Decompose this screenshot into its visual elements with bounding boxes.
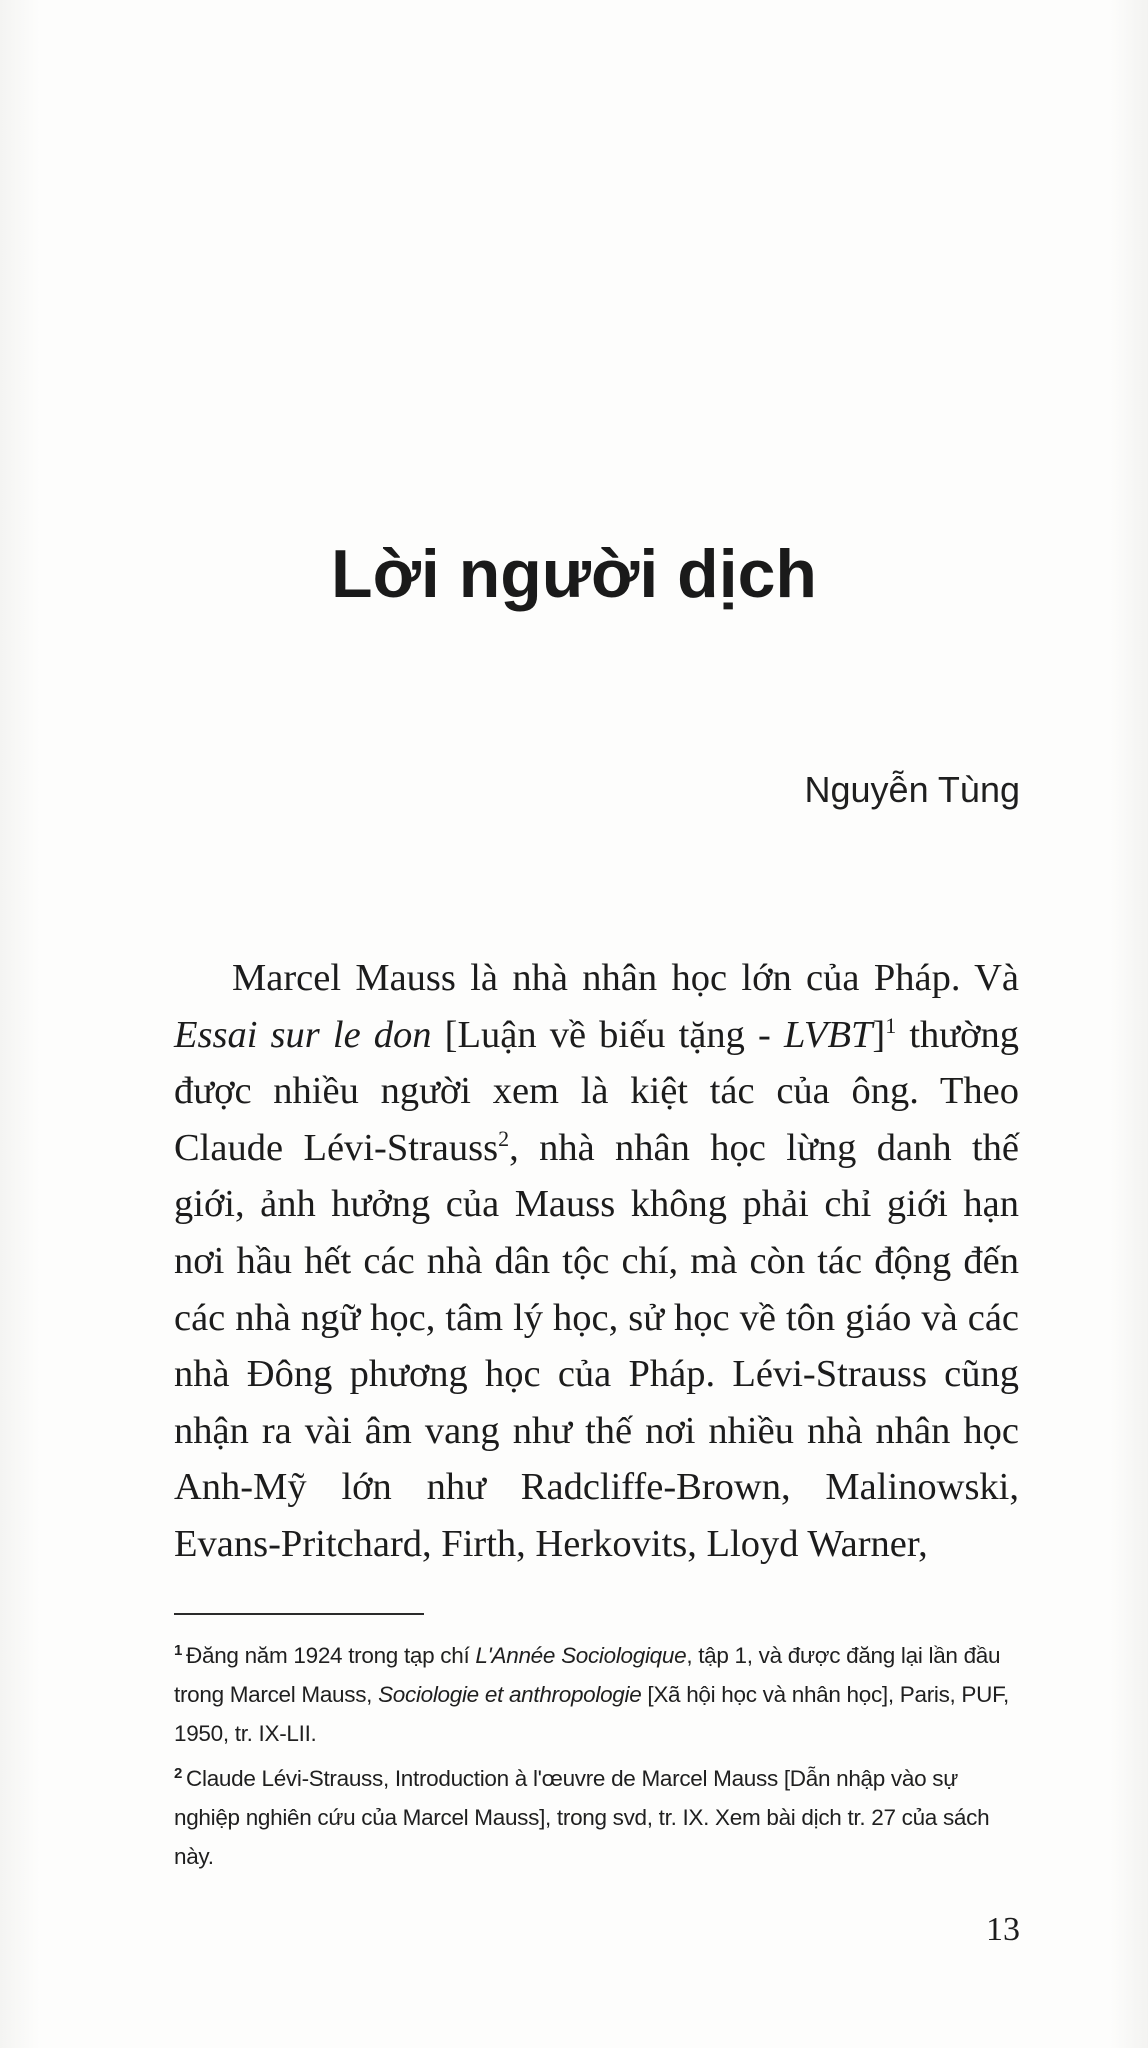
book-title: Sociologie et anthropologie <box>378 1682 642 1707</box>
footnote-ref-1[interactable]: 1 <box>885 1012 897 1038</box>
text-run: Claude Lévi-Strauss, Introduction à l'œuvre de Marcel Mauss [Dẫn nhập vào sự nghiệp nghiên cứu của Marcel Mauss], trong svd, tr. IX. Xem bài dịch tr. 27 của sách này. <box>174 1766 990 1869</box>
footnotes <box>174 1636 1019 1882</box>
book-title: Essai sur le don <box>174 1013 432 1056</box>
abbreviation: LVBT <box>783 1013 873 1056</box>
text-run: [Xã hội học và nhân học], Paris, PUF, 1950, tr. IX-LII. <box>174 1682 1009 1746</box>
text-run: ] <box>872 1013 886 1056</box>
text-run: thường được nhiều người xem là kiệt tác của ông. Theo Claude Lévi-Strauss <box>174 1013 1019 1169</box>
journal-title: L'Année Sociologique <box>475 1643 687 1668</box>
text-run: , tập 1, và được đăng lại lần đầu trong Marcel Mauss, <box>174 1643 1001 1707</box>
chapter-title: Lời người dịch <box>331 536 817 612</box>
footnote-number: 2 <box>174 1764 183 1782</box>
text-run: Marcel Mauss là nhà nhân học lớn của Pháp. Và <box>232 957 1019 999</box>
body-text <box>174 950 1019 1573</box>
footnote-2 <box>174 1759 1019 1876</box>
page-number: 13 <box>986 1911 1020 1948</box>
text-run: [Luận về biếu tặng - <box>431 1013 784 1056</box>
footnote-1 <box>174 1636 1019 1753</box>
footnote-ref-2[interactable]: 2 <box>498 1125 510 1151</box>
translator-name: Nguyễn Tùng <box>804 769 1020 810</box>
paragraph <box>174 950 1019 1573</box>
footnote-divider <box>174 1613 424 1615</box>
footnote-number: 1 <box>174 1641 183 1659</box>
text-run: , nhà nhân học lừng danh thế giới, ảnh hưởng của Mauss không phải chỉ giới hạn nơi hầu hết các nhà dân tộc chí, mà còn tác động đến các nhà ngữ học, tâm lý học, sử học về tôn giáo và các nhà Đông phương học của Pháp. Lévi-Strauss cũng nhận ra vài âm vang như thế nơi nhiều nhà nhân học Anh-Mỹ lớn như Radcliffe-Brown, Malinowski, Evans-Pritchard, Firth, Herkovits, Lloyd Warner, <box>174 1126 1019 1565</box>
text-run: Đăng năm 1924 trong tạp chí <box>186 1643 476 1668</box>
